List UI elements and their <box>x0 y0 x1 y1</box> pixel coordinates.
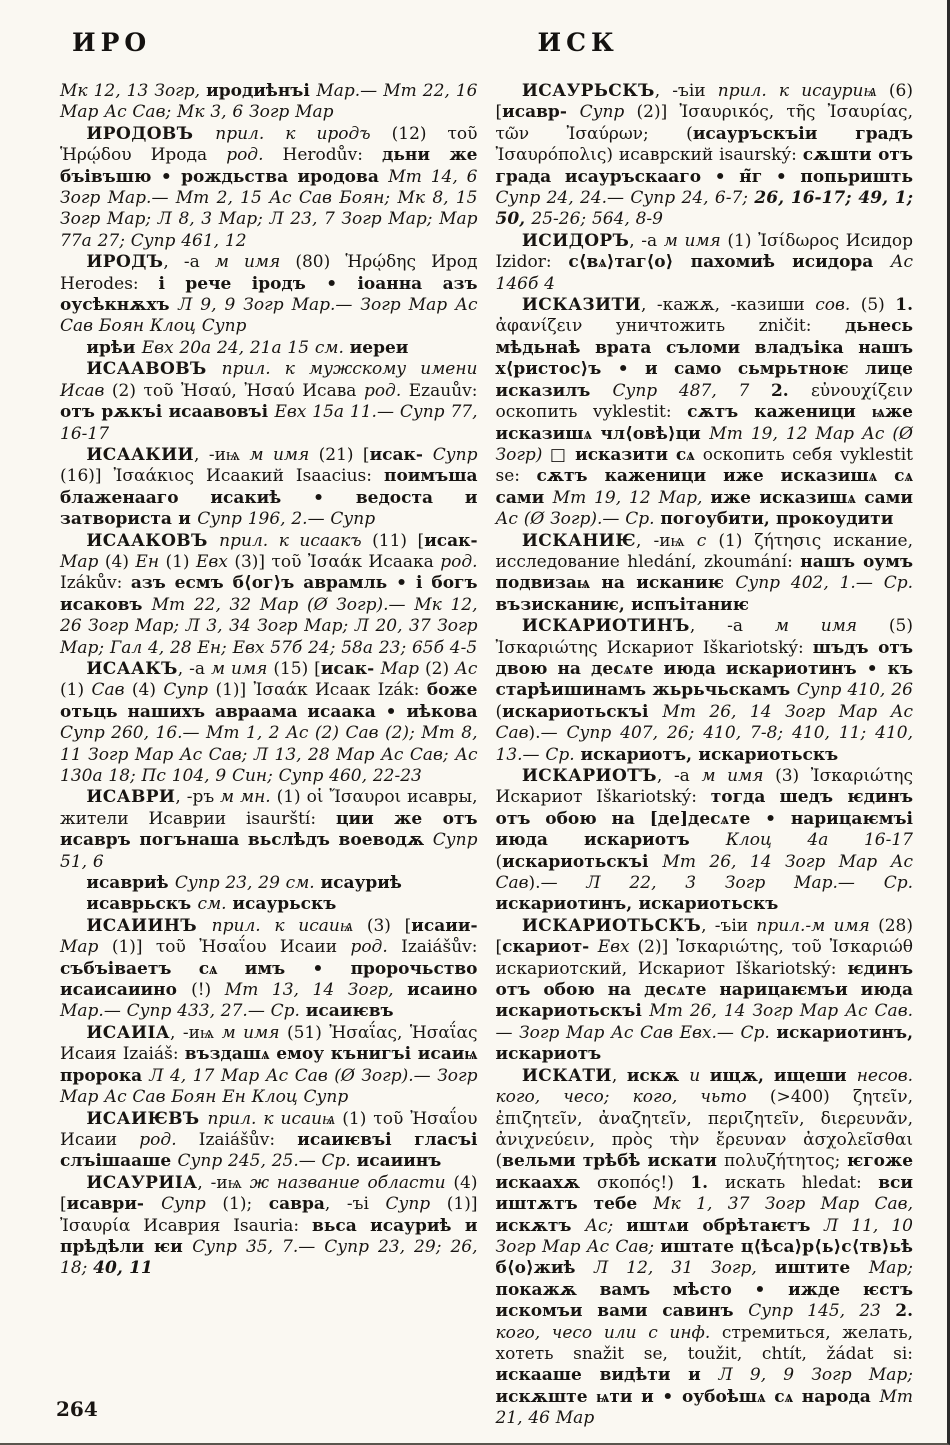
left-column <box>60 81 478 1430</box>
text-run: род. <box>226 145 283 166</box>
text-run: , -иѩ <box>170 1022 222 1043</box>
text-run: ИСААКИИ <box>86 444 195 465</box>
text-run: искать hledat: <box>725 1172 879 1193</box>
text-run: шъдъ отъ двою на десѧте июда искариотинъ • къ старѣишинамъ жьрьчьскамъ <box>495 637 913 701</box>
text-run: (1) τοῦ Ἠσαΐου Исаии <box>60 1108 478 1150</box>
text-run: прил. к исаиѩ <box>207 1108 343 1129</box>
text-run: иродиѣнъі <box>206 81 317 101</box>
text-run: искѫ <box>626 1065 690 1086</box>
left-header-cell <box>60 28 478 57</box>
text-run: Супр 145, 23 <box>748 1301 896 1322</box>
text-run: с <box>696 530 719 551</box>
text-run: Супр 35, 7.— Супр 23, 29; 26, 18; <box>60 1236 478 1279</box>
text-run: сѫтъ каженици иже исказишѧ сѧ сами <box>495 466 913 508</box>
text-columns <box>60 81 913 1430</box>
text-run: м имя <box>221 1022 287 1043</box>
text-run: исаврьскъ <box>86 894 198 915</box>
text-run: Мар; <box>868 1258 913 1279</box>
text-run: (11) [ <box>372 530 425 551</box>
text-run: Herodův: <box>282 145 383 166</box>
dictionary-entry <box>60 445 478 531</box>
text-run: несов. кого, чесо; кого, чьто <box>495 1065 913 1108</box>
text-run: (80) Ἡρῴδης Ирод Herodes: <box>60 252 478 294</box>
text-run: иштѧи обрѣтаѥтъ <box>626 1215 824 1236</box>
text-run: вси иштѫтъ тебе <box>495 1172 913 1215</box>
text-run: , -ъіи <box>654 81 718 101</box>
text-run: оскопить себя vyklestit se: <box>495 444 913 487</box>
text-run: Супр <box>161 1194 223 1215</box>
text-run: Мк 1, 37 Зогр Мар Сав, <box>653 1194 913 1215</box>
text-run: прил. к мужскому имени Исав <box>60 359 478 401</box>
text-run: искариотинъ, искариотьскъ <box>495 894 779 915</box>
text-run: Мт 13, 14 Зогр, <box>224 980 408 1001</box>
text-run: Мт 19, 12 Мар Ас (Ø Зогр) <box>495 423 913 465</box>
text-run: Супр <box>432 444 478 465</box>
dictionary-entry <box>496 916 914 1066</box>
text-run: Евх 20а 24, 21а 15 см. <box>141 337 350 358</box>
text-run: (5) <box>860 295 896 316</box>
dictionary-entry <box>60 787 478 873</box>
text-run: (1) <box>60 680 92 701</box>
text-run: Мар.— Мт 22, 16 Мар Ас Сав; Мк 3, 6 Зогр Мар <box>60 81 478 123</box>
text-run: , -кажѫ, -казиши <box>640 295 816 316</box>
text-run: род. <box>350 937 402 958</box>
right-guide-word: ИСК <box>537 28 619 57</box>
text-run: отъ рѫкъі исаавовъі <box>60 402 275 423</box>
text-run: , -иѩ <box>636 530 697 551</box>
text-run: 40, 11 <box>93 1258 153 1279</box>
text-run: иштате ц⟨ѣса⟩р⟨ь⟩с⟨тв⟩ьѣ б⟨о⟩жиѣ <box>495 1236 913 1279</box>
text-run: 2. <box>895 1301 913 1322</box>
text-run: скариот- <box>502 937 598 958</box>
text-run: ИРОДЪ <box>86 252 164 273</box>
text-run: Л 12, 31 Зогр, <box>594 1258 775 1279</box>
dictionary-entry <box>496 231 914 295</box>
text-run: исказити сѧ <box>575 444 703 465</box>
text-run: 26, 16-17; 49, 1; 50, <box>495 188 913 230</box>
text-run: Мар <box>60 937 112 958</box>
text-run: м имя <box>774 616 889 637</box>
text-run: и <box>689 1065 710 1086</box>
text-run: азъ есмъ б⟨ог⟩ъ аврамль • і богъ исаковъ <box>60 573 478 615</box>
text-run: иереи <box>349 337 409 358</box>
text-run: Л 9, 9 Зогр Мар.— Зогр Мар Ас Сав Боян Клоц Супр <box>60 295 478 337</box>
text-run: ).— <box>528 873 587 894</box>
text-run: Супр 24, 24.— Супр 24, 6-7; <box>495 188 755 209</box>
text-run: (21) [ <box>318 444 370 465</box>
text-run: погоубити, прокоудити <box>660 509 894 530</box>
text-run: , -ръ <box>175 787 221 808</box>
text-run: ИСКАНИѤ <box>521 530 636 551</box>
right-column <box>496 81 914 1430</box>
text-run: м мн. <box>220 787 277 808</box>
text-run: Мт 19, 12 Мар, <box>552 487 711 508</box>
text-run: (1)] τοῦ Ἠσαΐου Исаии <box>111 937 351 958</box>
text-run: Ас; <box>585 1215 627 1236</box>
text-run: исавр- <box>502 102 580 123</box>
text-run: (2)] Ἰσαυρικός, τῆς Ἰσαυρίας, τῶν Ἰσαύρων; ( <box>495 102 913 144</box>
right-header-cell <box>496 28 914 57</box>
text-run: ИСКАРИОТИНЪ <box>521 616 690 637</box>
dictionary-entry <box>60 1023 478 1109</box>
text-run: Izaiášův: <box>198 1129 298 1150</box>
cross-reference <box>60 894 478 915</box>
text-run: савра <box>268 1194 325 1215</box>
text-run: род. <box>139 1129 199 1150</box>
text-run: (1) Ἰσίδωρος Исидор Izidor: <box>495 230 913 273</box>
text-run: м имя <box>249 444 319 465</box>
text-run: Мар <box>60 551 105 572</box>
text-run: □ <box>549 444 576 465</box>
dictionary-entry <box>496 295 914 530</box>
text-run: ищѫ, ищеши <box>709 1065 857 1086</box>
text-run: прил. к исауриѩ <box>717 81 889 101</box>
text-run: искѫште ѩти и • оубоѣшѧ сѧ народа <box>495 1386 880 1407</box>
text-run: (4) <box>104 551 136 572</box>
text-run: прил.-м имя <box>756 915 879 936</box>
text-run: 2. <box>770 380 811 401</box>
text-run: събъіваетъ сѧ имъ • пророчьство исаисаиино <box>60 958 478 1001</box>
text-run: вьса исауриѣ и прѣдѣли ѥи <box>60 1215 478 1257</box>
text-run: м имя <box>701 766 776 786</box>
text-run: Мар <box>380 658 425 679</box>
text-run: Супр 260, 16.— Мт 1, 2 Ас (2) Сав (2); Мт 8, 11 Зогр Мар Ас Сав; Л 13, 28 Мар Ас Сав; Ас 130а 18; Пс 104, 9 Син; Супр 460, 22-23 <box>60 723 478 786</box>
text-run: м имя <box>663 230 728 251</box>
text-run: Супр <box>579 102 637 123</box>
text-run: , -а <box>689 616 775 637</box>
text-run: Евх <box>196 551 235 572</box>
text-run: прил. к исаиѩ <box>211 915 367 936</box>
text-run: і рече іродъ • іоанна азъ оусѣкнѫхъ <box>60 273 478 316</box>
text-run: ИСАВРИ <box>86 787 176 808</box>
text-run: Ас <box>455 658 478 679</box>
text-run: ции же отъ исавръ погънаша вьслѣдъ воеводѫ <box>60 808 478 851</box>
text-run: Ἰσαυρόπολις) исаврский isaurský: <box>495 145 803 166</box>
text-run: Супр 410, 26 <box>796 680 913 701</box>
text-run: исаиинъ <box>356 1151 442 1172</box>
text-run: Сав <box>91 680 132 701</box>
text-run: Мар.— Супр 433, 27.— Ср. <box>60 1001 306 1022</box>
text-run: ИСАИИНЪ <box>86 915 212 936</box>
dictionary-entry <box>60 1173 478 1280</box>
text-run: (1) <box>165 551 196 572</box>
dictionary-entry <box>60 659 478 787</box>
text-run: Мт 22, 32 Мар (Ø Зогр).— Мк 12, 26 Зогр Мар; Л 3, 34 Зогр Мар; Л 20, 37 Зогр Мар; Гал 4, 28 Ен; Евх 57б 24; 58а 23; 65б 4-5 <box>60 594 478 658</box>
text-run: (3) [ <box>366 915 412 936</box>
text-run: (>400) ζητεῖν, ἐπιζητεῖν, ἀναζητεῖν, περιζητεῖν, διερευνᾶν, ἀνιχνεύειν, πρὸς τὴν ἔρευναν ἀσχολεῖσθαι ( <box>495 1087 913 1172</box>
text-run: ).— <box>528 723 567 744</box>
text-run: , -иѩ <box>194 444 250 465</box>
dictionary-entry <box>496 81 914 231</box>
text-run: , -а <box>629 230 664 251</box>
text-run: (12) τοῦ Ἡρῴδου Ирода <box>60 123 478 166</box>
text-run: (1)] Ἰσαυρία Исаврия Isauria: <box>60 1194 478 1236</box>
text-run: (51) Ἠσαΐας, Ἡσαΐας Исаия Izaiáš: <box>60 1022 478 1065</box>
text-run: , -а <box>163 252 215 273</box>
text-run: , <box>611 1065 627 1086</box>
text-run: ИСААКОВЪ <box>86 530 220 551</box>
text-run: Евх <box>597 937 638 958</box>
text-run: исаври- <box>66 1194 162 1215</box>
text-run: 1. <box>895 295 913 316</box>
text-run: ИСИДОРЪ <box>521 230 630 251</box>
text-run: ИРОДОВЪ <box>86 123 216 144</box>
text-run: , -а <box>177 658 211 679</box>
text-run: род. <box>363 380 409 401</box>
text-run: ИСАИѤВЪ <box>86 1108 208 1129</box>
text-run: (2)] Ἰσκαριώτης, τοῦ Ἰσκαριώθ искариотский, Искариот Iškariotský: <box>495 937 913 979</box>
text-run: искѫтъ <box>495 1215 586 1236</box>
text-run: ИСАУРЬСКЪ <box>521 81 655 101</box>
text-run: исаиѥвъ <box>305 1001 394 1022</box>
text-run: с⟨вѧ⟩таг⟨о⟩ пахомиѣ исидора <box>568 252 891 273</box>
text-run: (4) <box>131 680 164 701</box>
text-run: (4) [ <box>60 1172 478 1215</box>
text-run: ИСААКЪ <box>86 658 178 679</box>
dictionary-entry <box>496 531 914 617</box>
text-run: Л 11, 10 Зогр Мар Ас Сав; <box>495 1215 913 1257</box>
text-run: (15) [ <box>273 658 321 679</box>
text-run: сѫшти отъ града исауръскааго • н̃г • попьришть <box>495 145 913 187</box>
text-run: исак- <box>369 444 433 465</box>
text-run: вельми трѣбѣ искати <box>502 1151 724 1172</box>
text-run: исауръскъіи градъ <box>692 123 913 144</box>
text-run: искариотьскъі <box>502 851 663 872</box>
text-run: Клоц 4а 16-17 <box>725 830 913 851</box>
text-run: исаиѥвъі гласъі слъішааше <box>60 1129 478 1172</box>
text-run: , -ъі <box>324 1194 386 1215</box>
dictionary-entry <box>60 531 478 659</box>
text-run: исауриѣ <box>320 873 402 894</box>
text-run: (3) Ἰσκαριώτης Искариот Iškariotský: <box>495 766 913 808</box>
text-run: ѥгоже искаахѫ <box>495 1151 914 1193</box>
text-run: Izaiášův: <box>401 937 478 958</box>
text-run: ( <box>495 701 503 722</box>
text-run: (2) <box>425 658 456 679</box>
dictionary-entry <box>60 916 478 1023</box>
text-run: Супр 402, 1.— Ср. <box>735 573 913 594</box>
text-run: стремиться, желать, хотеть snažit se, toužit, chtít, žádat si: <box>495 1322 913 1364</box>
text-run: м имя <box>210 658 274 679</box>
text-run: дьнесь мѣдьнаѣ врата съломи владъіка нашъ х⟨ристос⟩ъ • и само сьмрьтноѥ лице исказилъ <box>495 316 913 401</box>
text-run: Мт 26, 14 Зогр Мар Ас Сав <box>495 851 913 894</box>
text-run: Мт 21, 46 Мар <box>495 1386 913 1429</box>
text-run: Супр 487, 7 <box>612 380 771 401</box>
dictionary-entry <box>60 252 478 338</box>
text-run: (5) Ἰσκαριώτης Искариот Iškariotský: <box>495 616 913 658</box>
text-run: ИСКАРИОТЪ <box>521 766 657 786</box>
text-run: иштите <box>774 1258 869 1279</box>
text-run: (1) οἱ Ἴσαυροι исавры, жители Исаврии isaurští: <box>60 787 478 829</box>
text-run: исаурьскъ <box>232 894 337 915</box>
text-run: Супр 245, 25.— Ср. <box>177 1151 357 1172</box>
text-run: (16)] Ἰσαάκιος Исаакий Isaacius: <box>60 466 385 487</box>
entry-continuation <box>60 81 478 124</box>
text-run: Ен <box>135 551 166 572</box>
text-run: Л 22, 3 Зогр Мар.— Ср. <box>586 873 914 894</box>
text-run: см. <box>197 894 233 915</box>
text-run: прил. к исаакъ <box>219 530 373 551</box>
text-run: ИСАУРИІА <box>86 1172 198 1193</box>
text-run: (1)] Ἰσαάκ Исаак Izák: <box>215 680 427 701</box>
text-run: , -ъіи <box>701 915 757 936</box>
text-run: (1); <box>222 1194 269 1215</box>
text-run: (28) [ <box>495 915 913 958</box>
text-run: Евх 15а 11.— Супр 77, 16-17 <box>60 402 478 444</box>
text-run: искариотинъ, искариотъ <box>495 1022 913 1065</box>
text-run: ИСКАТИ <box>521 1065 612 1086</box>
text-run: покажѫ вамъ мѣсто • ижде ѥстъ искомъи вами савинъ <box>495 1279 913 1322</box>
running-head <box>60 28 913 57</box>
text-run: тогда шедъ ѥдинъ отъ обою на [де]десѧте • нарицаѥмъі июда искариотъ <box>495 787 913 851</box>
text-run: искааше видѣти и <box>495 1365 719 1386</box>
text-run: ИСААВОВЪ <box>86 359 222 380</box>
text-run: исак- <box>320 658 381 679</box>
text-run: ж название области <box>249 1172 454 1193</box>
text-run: Мт 26, 14 Зогр Мар Ас Сав.— Зогр Мар Ас Сав Евх.— Ср. <box>495 1001 913 1043</box>
text-run: ИСКАРИОТЬСКЪ <box>521 915 702 936</box>
text-run: Мт 14, 6 Зогр Мар.— Мт 2, 15 Ас Сав Боян; Мк 8, 15 Зогр Мар; Л 8, 3 Мар; Л 23, 7 Зогр Мар; Мар 77а 27; Супр 461, 12 <box>60 166 478 251</box>
text-run: Супр 51, 6 <box>60 830 478 872</box>
text-run: Ас 146б 4 <box>495 252 914 294</box>
text-run: ИСКАЗИТИ <box>521 295 641 316</box>
text-run: поимъша блаженааго исакиѣ • ведоста и затвориста и <box>60 466 478 530</box>
text-run: Супр 407, 26; 410, 7-8; 410, 11; 410, 13.— Ср. <box>495 723 914 765</box>
text-run: исавриѣ <box>86 873 175 894</box>
text-run: Супр <box>385 1194 447 1215</box>
text-run: Ezauův: <box>408 380 478 401</box>
text-run: ( <box>495 851 503 872</box>
text-run: м имя <box>214 252 296 273</box>
dictionary-entry <box>60 124 478 252</box>
text-run: дьни же бъівъшю • рождьства иродова <box>60 145 478 187</box>
text-run: , -а <box>656 766 702 786</box>
text-run: εὐνουχίζειν оскопить vyklestit: <box>495 380 913 423</box>
text-run: ѥдинъ отъ обою на десѧте нарицаѥмъи июда искариотьскъі <box>495 958 913 1022</box>
dictionary-entry <box>496 1066 914 1430</box>
text-run: род. <box>440 551 478 572</box>
page-number: 264 <box>56 1397 98 1421</box>
text-run: ἀφανίζειν уничтожить zničit: <box>495 316 845 337</box>
dictionary-entry <box>60 1109 478 1173</box>
text-run: исаино <box>407 980 478 1001</box>
text-run: нашъ оумъ подвизаѩ на исканиѥ <box>495 551 913 594</box>
text-run: (1) ζήτησις искание, исследование hledání, zkoumání: <box>495 530 913 572</box>
text-run: Izákův: <box>60 573 131 594</box>
text-run: Мт 26, 14 Зогр Мар Ас Сав <box>495 701 913 744</box>
text-run: ИСАИІА <box>86 1022 171 1043</box>
text-run: прил. к иродъ <box>215 123 392 144</box>
text-run: ирѣи <box>86 337 142 358</box>
text-run: (6) [ <box>495 81 914 123</box>
text-run: (!) <box>191 980 225 1001</box>
cross-reference <box>60 338 478 359</box>
dictionary-entry <box>60 359 478 445</box>
dictionary-entry <box>496 616 914 766</box>
dictionary-entry <box>496 766 914 916</box>
text-run: 25-26; 564, 8-9 <box>531 209 663 230</box>
text-run: , -иѩ <box>197 1172 250 1193</box>
text-run: въздашѧ емоу кънигъі исаиѩ пророка <box>60 1044 478 1086</box>
text-run: (3)] τοῦ Ἰσαάκ Исаака <box>234 551 441 572</box>
text-run: сов. <box>815 295 861 316</box>
text-run: Супр 196, 2.— Супр <box>197 509 376 530</box>
left-guide-word: ИРО <box>72 28 152 57</box>
text-run: исак- <box>424 530 478 551</box>
text-run: Мк 12, 13 Зогр, <box>60 81 207 101</box>
text-run: Супр 23, 29 см. <box>174 873 321 894</box>
text-run: Супр <box>163 680 216 701</box>
text-run: сѫтъ каженици ѩже исказишѧ чл⟨овѣ⟩ци <box>495 402 913 444</box>
text-run: исаии- <box>411 915 478 936</box>
text-run: Ас (Ø Зогр).— Ср. <box>495 509 661 530</box>
cross-reference <box>60 873 478 894</box>
text-run: (2) τοῦ Ἠσαύ, Ἠσαύ Исава <box>111 380 364 401</box>
text-run: Л 9, 9 Зогр Мар; <box>718 1365 913 1386</box>
text-run: боже отьць нашихъ авраама исаака • иѣкова <box>60 680 478 722</box>
text-run: σκοπός!) <box>597 1172 691 1193</box>
text-run: искариотъ, искариотьскъ <box>580 744 839 765</box>
text-run: 1. <box>690 1172 726 1193</box>
text-run: πολυζήτητος; <box>723 1151 847 1172</box>
text-run: иже исказишѧ сами <box>710 487 914 508</box>
text-run: възисканиѥ, испъітаниѥ <box>495 594 749 615</box>
text-run: искариотьскъі <box>502 701 663 722</box>
text-run: кого, чесо или с инф. <box>495 1322 722 1343</box>
text-run: Л 4, 17 Мар Ас Сав (Ø Зогр).— Зогр Мар Ас Сав Боян Ен Клоц Супр <box>60 1065 478 1108</box>
